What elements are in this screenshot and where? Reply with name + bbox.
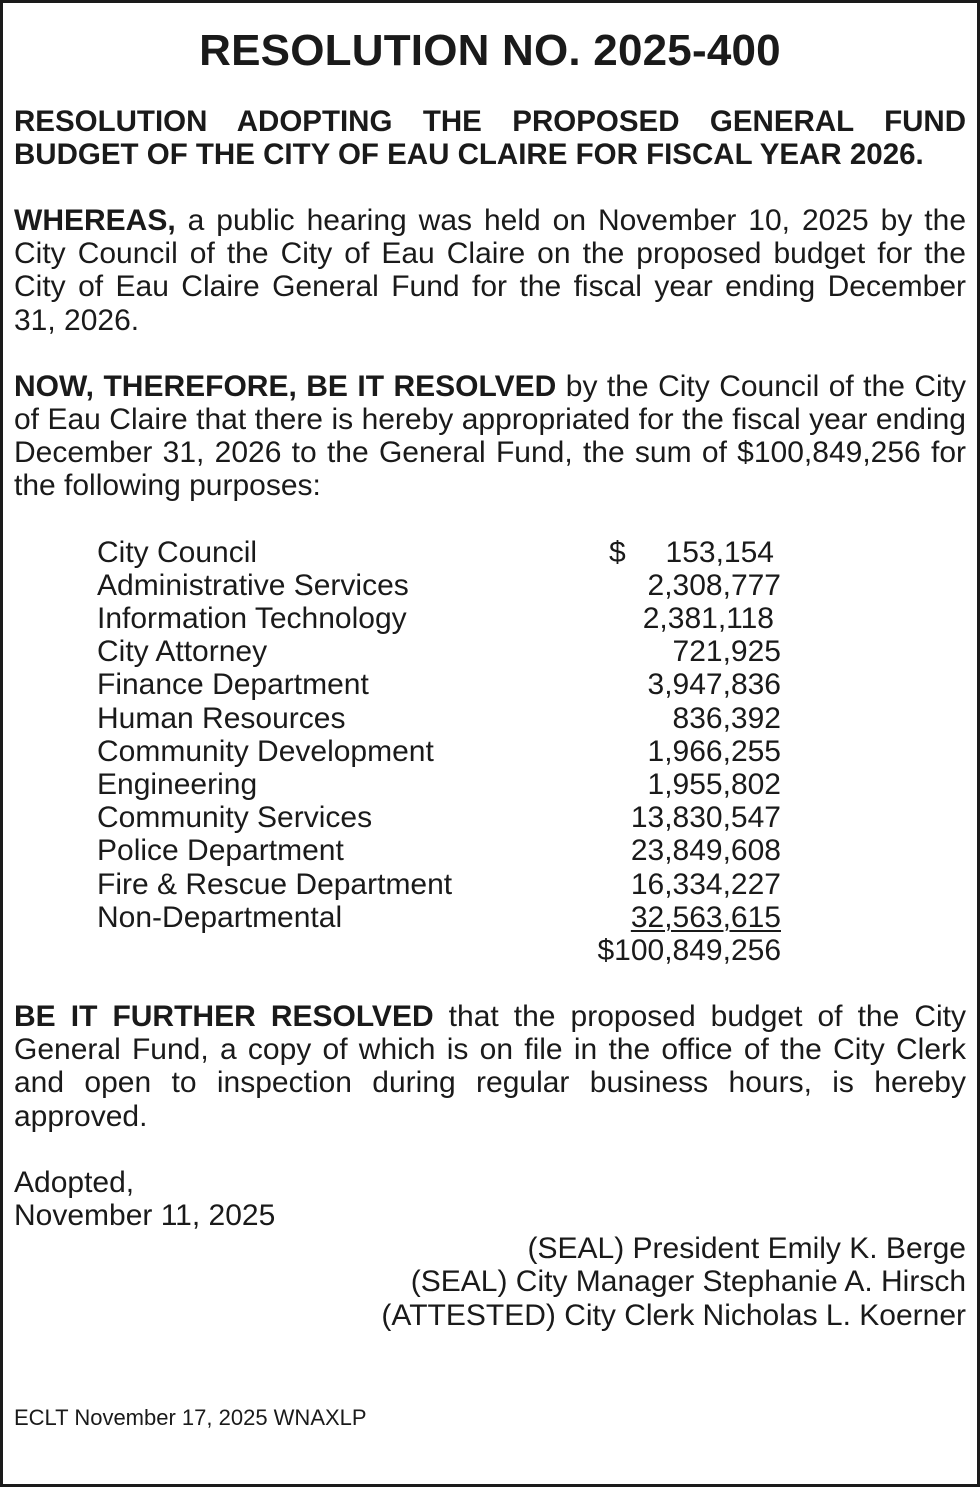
budget-row xyxy=(14,834,966,867)
further-lead: BE IT FURTHER RESOLVED xyxy=(14,1000,434,1034)
budget-total: $100,849,256 xyxy=(597,933,781,967)
department-name: City Attorney xyxy=(97,635,268,669)
budget-row xyxy=(14,635,966,668)
department-amount: 3,947,836 xyxy=(647,668,781,702)
department-name: Engineering xyxy=(97,767,258,801)
budget-row xyxy=(14,602,966,635)
currency-symbol: $ xyxy=(609,535,626,569)
whereas-paragraph xyxy=(14,204,966,337)
department-amount: 721,925 xyxy=(672,635,781,669)
budget-row xyxy=(14,569,966,602)
publication-footer: ECLT November 17, 2025 WNAXLP xyxy=(14,1405,367,1430)
department-amount: 2,308,777 xyxy=(647,568,781,602)
department-name: Information Technology xyxy=(97,602,407,635)
whereas-lead: WHEREAS, xyxy=(14,204,176,237)
department-amount: 2,381,118 xyxy=(642,602,774,635)
department-name: City Council xyxy=(97,535,258,569)
department-amount: 13,830,547 xyxy=(630,801,781,835)
budget-total-row xyxy=(14,934,966,967)
whereas-text: a public hearing was held on November 10, 2025 by the City Council of the City of Eau Claire on the proposed budget for the City of Eau Claire General Fund for the fiscal year ending December 31, 2026. xyxy=(14,204,966,337)
budget-row xyxy=(14,536,966,569)
signature-block xyxy=(14,1232,966,1332)
budget-table xyxy=(14,536,966,967)
department-name: Human Resources xyxy=(97,701,346,735)
budget-row xyxy=(14,901,966,934)
resolution-subtitle: RESOLUTION ADOPTING THE PROPOSED GENERAL FUND BUDGET OF THE CITY OF EAU CLAIRE FOR FISCAL YEAR 2026. xyxy=(14,105,966,171)
resolved-text: by the City Council of the City of Eau Claire that there is hereby appropriated for the fiscal year ending December 31, 2026 to the General Fund, the sum of $100,849,256 for the following purposes: xyxy=(14,369,966,503)
budget-row xyxy=(14,668,966,701)
department-name: Community Development xyxy=(97,734,434,768)
budget-row xyxy=(14,768,966,801)
budget-row xyxy=(14,868,966,901)
department-name: Finance Department xyxy=(97,668,369,702)
signature-line: (SEAL) City Manager Stephanie A. Hirsch xyxy=(410,1265,966,1299)
budget-row xyxy=(14,801,966,834)
department-amount: 23,849,608 xyxy=(630,834,781,868)
department-amount: 1,955,802 xyxy=(647,767,781,801)
adopted-block xyxy=(14,1166,966,1232)
department-amount: 1,966,255 xyxy=(647,734,781,768)
budget-row xyxy=(14,735,966,768)
adopted-label: Adopted, xyxy=(14,1165,135,1199)
department-name: Police Department xyxy=(97,834,344,868)
department-name: Fire & Rescue Department xyxy=(97,867,453,901)
department-amount: 153,154 xyxy=(665,535,774,569)
resolved-lead: NOW, THEREFORE, BE IT RESOLVED xyxy=(14,369,557,403)
further-text: that the proposed budget of the City General Fund, a copy of which is on file in the office of the City Clerk and open to inspection during regular business hours, is hereby approved. xyxy=(14,1000,966,1133)
budget-row xyxy=(14,702,966,735)
resolved-paragraph xyxy=(14,370,966,503)
department-amount: 32,563,615 xyxy=(630,900,781,934)
signature-line: (ATTESTED) City Clerk Nicholas L. Koerner xyxy=(381,1298,966,1332)
department-amount: 16,334,227 xyxy=(630,867,781,901)
department-name: Administrative Services xyxy=(97,568,409,602)
adopted-date: November 11, 2025 xyxy=(14,1199,276,1233)
signature-line: (SEAL) President Emily K. Berge xyxy=(527,1232,966,1266)
department-name: Community Services xyxy=(97,801,373,835)
further-resolved-paragraph xyxy=(14,1000,966,1133)
resolution-title: RESOLUTION NO. 2025-400 xyxy=(199,26,781,75)
department-name: Non-Departmental xyxy=(97,900,343,934)
department-amount: 836,392 xyxy=(672,701,781,735)
